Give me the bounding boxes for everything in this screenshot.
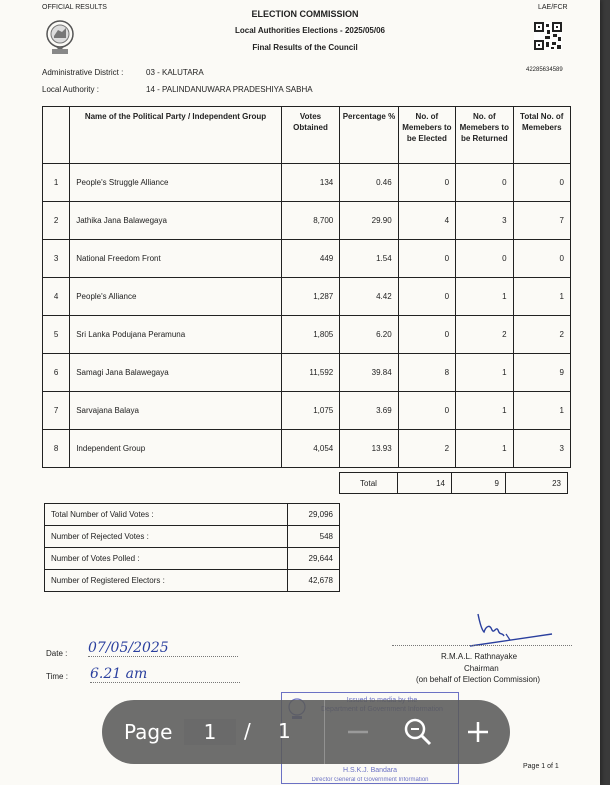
summary-label: Number of Rejected Votes : <box>45 526 288 548</box>
party-name: Independent Group <box>70 430 282 468</box>
percentage: 1.54 <box>340 240 398 278</box>
stamp-signatory-title: Director General of Government Information <box>311 777 429 783</box>
members-returned: 1 <box>456 392 513 430</box>
chairman-name: R.M.A.L. Rathnayake <box>441 652 518 661</box>
percentage: 3.69 <box>340 392 398 430</box>
table-row <box>43 354 571 392</box>
party-name: Sri Lanka Podujana Peramuna <box>70 316 282 354</box>
results-subtitle: Final Results of the Council <box>252 43 358 52</box>
summary-value: 42,678 <box>288 570 340 592</box>
row-number: 7 <box>43 392 70 430</box>
district-label: Administrative District : <box>42 68 124 77</box>
summary-row <box>45 548 340 570</box>
table-row <box>43 430 571 468</box>
pdf-viewer-toolbar <box>102 700 510 764</box>
members-returned: 1 <box>456 430 513 468</box>
table-row <box>43 278 571 316</box>
results-body <box>43 164 571 468</box>
official-results-label: OFFICIAL RESULTS <box>42 4 107 11</box>
summary-label: Total Number of Valid Votes : <box>45 504 288 526</box>
members-returned: 0 <box>456 164 513 202</box>
votes-obtained: 134 <box>281 164 339 202</box>
page-number-input[interactable]: 1 <box>184 719 236 745</box>
table-row <box>43 164 571 202</box>
authority-value: 14 - PALINDANUWARA PRADESHIYA SABHA <box>146 85 313 94</box>
members-elected: 0 <box>398 392 455 430</box>
totals-row <box>340 473 568 494</box>
zoom-out-button[interactable] <box>338 712 378 752</box>
commission-title: ELECTION COMMISSION <box>251 9 359 19</box>
party-name: People's Struggle Alliance <box>70 164 282 202</box>
total-members: 1 <box>513 392 570 430</box>
time-value: 6.21 am <box>90 666 240 683</box>
totals-table <box>339 472 568 494</box>
signature-line <box>392 645 572 646</box>
members-elected: 0 <box>398 316 455 354</box>
percentage: 39.84 <box>340 354 398 392</box>
zoom-in-button[interactable] <box>458 712 498 752</box>
national-emblem-icon <box>44 18 76 58</box>
party-name: Sarvajana Balaya <box>70 392 282 430</box>
total-pages: 1 <box>278 719 291 743</box>
total-members: 3 <box>513 430 570 468</box>
total-members: 2 <box>513 316 570 354</box>
toolbar-divider <box>324 700 325 764</box>
header-no <box>43 107 70 164</box>
row-number: 6 <box>43 354 70 392</box>
votes-obtained: 4,054 <box>281 430 339 468</box>
header-votes: Votes Obtained <box>281 107 339 164</box>
members-elected: 8 <box>398 354 455 392</box>
total-members: 0 <box>513 164 570 202</box>
votes-obtained: 8,700 <box>281 202 339 240</box>
votes-obtained: 1,287 <box>281 278 339 316</box>
date-value: 07/05/2025 <box>88 640 238 657</box>
percentage: 0.46 <box>340 164 398 202</box>
time-label: Time : <box>46 672 68 681</box>
table-row <box>43 316 571 354</box>
party-name: Samagi Jana Balawegaya <box>70 354 282 392</box>
votes-obtained: 449 <box>281 240 339 278</box>
total-members: 7 <box>513 202 570 240</box>
table-row <box>43 240 571 278</box>
row-number: 8 <box>43 430 70 468</box>
party-name: Jathika Jana Balawegaya <box>70 202 282 240</box>
totals-label: Total <box>340 473 398 494</box>
total-members: 1 <box>513 278 570 316</box>
summary-value: 29,644 <box>288 548 340 570</box>
votes-obtained: 11,592 <box>281 354 339 392</box>
row-number: 2 <box>43 202 70 240</box>
members-elected: 2 <box>398 430 455 468</box>
date-label: Date : <box>46 649 68 658</box>
row-number: 3 <box>43 240 70 278</box>
summary-body <box>45 504 340 592</box>
chairman-behalf: (on behalf of Election Commission) <box>416 675 541 684</box>
percentage: 6.20 <box>340 316 398 354</box>
chairman-signature <box>440 606 560 656</box>
chairman-title: Chairman <box>464 664 499 673</box>
summary-value: 29,096 <box>288 504 340 526</box>
row-number: 1 <box>43 164 70 202</box>
members-returned: 1 <box>456 278 513 316</box>
serial-number: 42285634589 <box>526 67 563 73</box>
members-returned: 0 <box>456 240 513 278</box>
row-number: 5 <box>43 316 70 354</box>
header-returned: No. of Memebers to be Returned <box>456 107 513 164</box>
votes-obtained: 1,805 <box>281 316 339 354</box>
zoom-reset-icon[interactable] <box>398 712 438 752</box>
authority-label: Local Authority : <box>42 85 99 94</box>
summary-value: 548 <box>288 526 340 548</box>
page-label: Page <box>124 720 173 744</box>
party-name: National Freedom Front <box>70 240 282 278</box>
members-elected: 0 <box>398 240 455 278</box>
results-header-row <box>43 107 571 164</box>
totals-members: 23 <box>506 473 568 494</box>
election-title: Local Authorities Elections - 2025/05/06 <box>235 26 385 35</box>
summary-row <box>45 504 340 526</box>
members-elected: 0 <box>398 278 455 316</box>
qr-code-icon <box>534 22 562 50</box>
header-elected: No. of Memebers to be Elected <box>398 107 455 164</box>
form-code: LAE/FCR <box>538 4 568 11</box>
total-members: 9 <box>513 354 570 392</box>
header-percentage: Percentage % <box>340 107 398 164</box>
votes-obtained: 1,075 <box>281 392 339 430</box>
party-name: People's Alliance <box>70 278 282 316</box>
page-separator: / <box>244 719 251 743</box>
page-of-label: Page 1 of 1 <box>523 763 559 770</box>
total-members: 0 <box>513 240 570 278</box>
header-party-name: Name of the Political Party / Independent Group <box>70 107 282 164</box>
totals-returned: 9 <box>452 473 506 494</box>
header-total-members: Total No. of Memebers <box>513 107 570 164</box>
percentage: 29.90 <box>340 202 398 240</box>
summary-label: Number of Votes Polled : <box>45 548 288 570</box>
results-table <box>42 106 571 468</box>
members-elected: 4 <box>398 202 455 240</box>
district-value: 03 - KALUTARA <box>146 68 204 77</box>
vote-summary-table <box>44 503 340 592</box>
members-elected: 0 <box>398 164 455 202</box>
percentage: 13.93 <box>340 430 398 468</box>
summary-row <box>45 526 340 548</box>
summary-row <box>45 570 340 592</box>
stamp-signatory-name: H.S.K.J. Bandara <box>342 767 398 774</box>
row-number: 4 <box>43 278 70 316</box>
members-returned: 1 <box>456 354 513 392</box>
table-row <box>43 202 571 240</box>
summary-label: Number of Registered Electors : <box>45 570 288 592</box>
members-returned: 3 <box>456 202 513 240</box>
members-returned: 2 <box>456 316 513 354</box>
totals-elected: 14 <box>398 473 452 494</box>
percentage: 4.42 <box>340 278 398 316</box>
table-row <box>43 392 571 430</box>
